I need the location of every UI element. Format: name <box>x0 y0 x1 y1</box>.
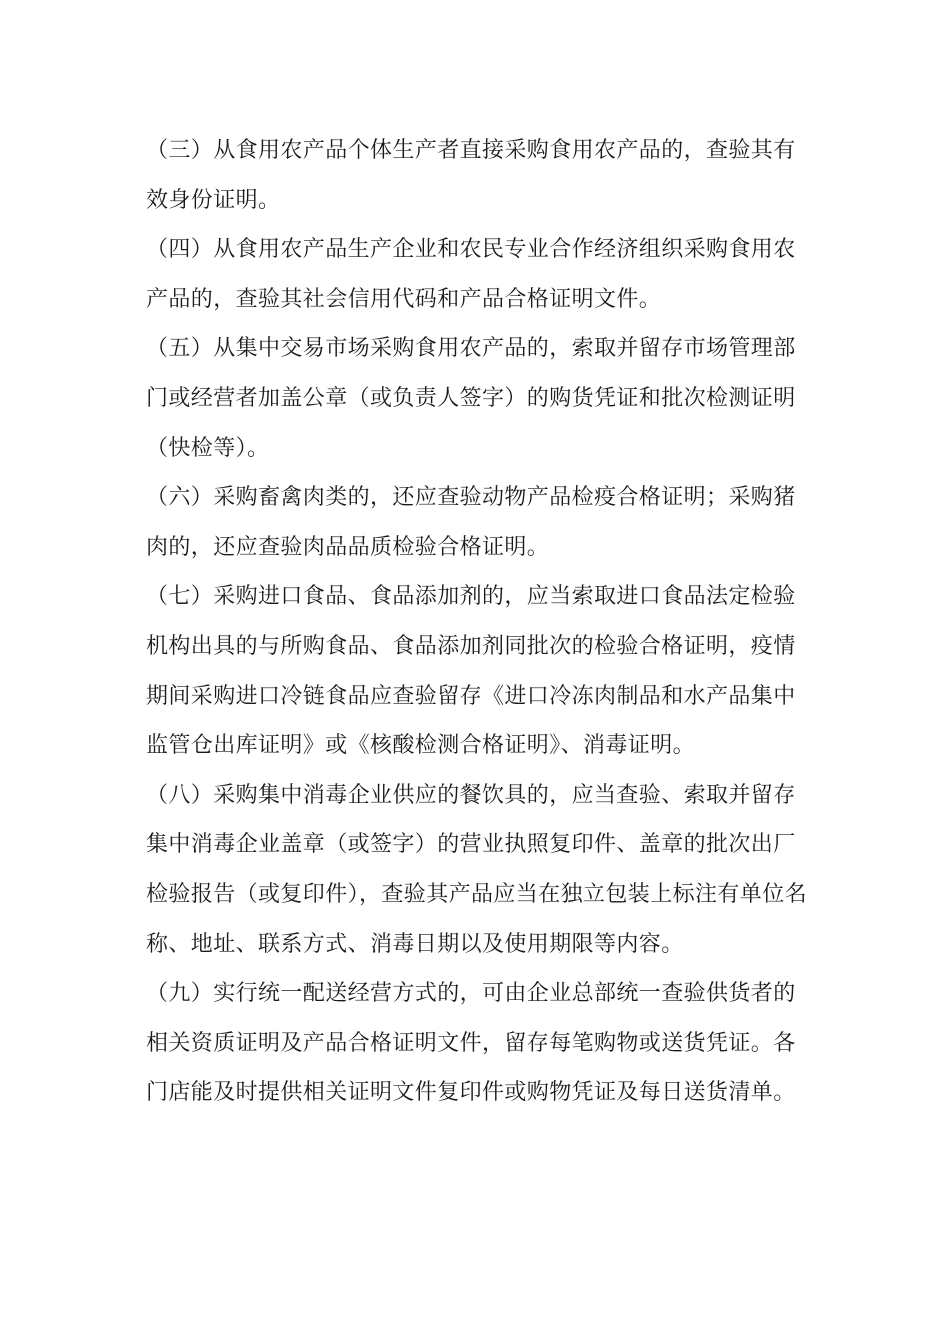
paragraph-6: （六）采购畜禽肉类的，还应查验动物产品检疫合格证明；采购猪肉的，还应查验肉品品质检验合格证明。 <box>146 485 796 560</box>
paragraph-7: （七）采购进口食品、食品添加剂的，应当索取进口食品法定检验机构出具的与所购食品、食品添加剂同批次的检验合格证明，疫情期间采购进口冷链食品应查验留存《进口冷冻肉制品和水产品集中监管仓出库证明》或《核酸检测合格证明》、消毒证明。 <box>146 584 796 759</box>
paragraph-9: （九）实行统一配送经营方式的，可由企业总部统一查验供货者的相关资质证明及产品合格证明文件，留存每笔购物或送货凭证。各门店能及时提供相关证明文件复印件或购物凭证及每日送货清单。 <box>146 981 796 1106</box>
document-body <box>146 126 816 1118</box>
paragraph-5: （五）从集中交易市场采购食用农产品的，索取并留存市场管理部门或经营者加盖公章（或负责人签字）的购货凭证和批次检测证明（快检等）。 <box>146 336 796 461</box>
paragraph-8: （八）采购集中消毒企业供应的餐饮具的，应当查验、索取并留存集中消毒企业盖章（或签字）的营业执照复印件、盖章的批次出厂检验报告（或复印件），查验其产品应当在独立包装上标注有单位名称、地址、联系方式、消毒日期以及使用期限等内容。 <box>146 782 808 957</box>
paragraph-4: （四）从食用农产品生产企业和农民专业合作经济组织采购食用农产品的，查验其社会信用代码和产品合格证明文件。 <box>146 237 796 312</box>
paragraph-3: （三）从食用农产品个体生产者直接采购食用农产品的，查验其有效身份证明。 <box>146 138 796 213</box>
